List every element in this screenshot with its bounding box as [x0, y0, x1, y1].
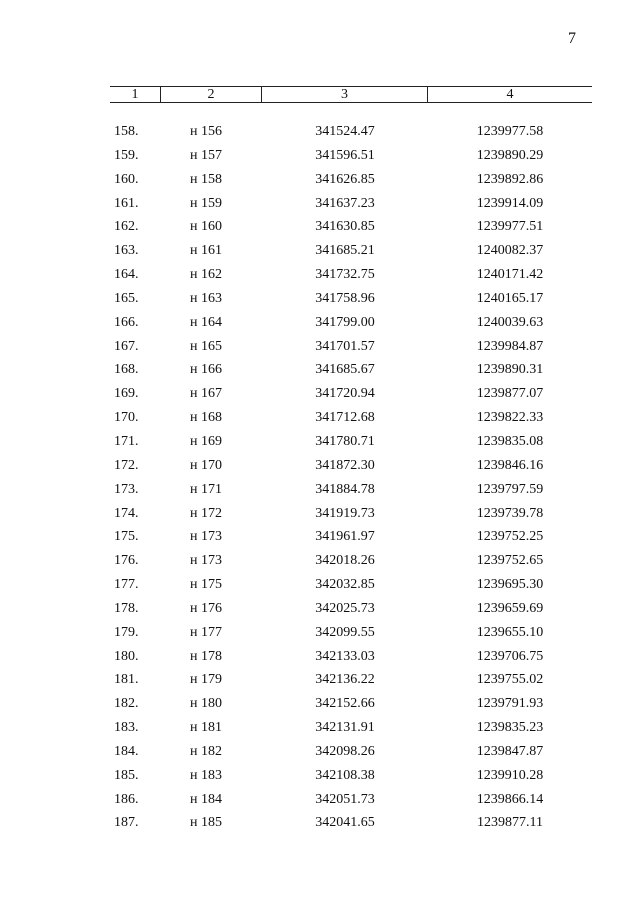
point-label: н 171 — [190, 481, 222, 497]
row-number: 160. — [114, 171, 139, 187]
table-row — [0, 267, 639, 291]
table-row — [0, 482, 639, 506]
row-number: 168. — [114, 362, 139, 378]
coordinate-y: 1240165.17 — [476, 290, 544, 306]
coordinate-y: 1239914.09 — [476, 195, 544, 211]
table-row — [0, 410, 639, 434]
point-label: н 183 — [190, 767, 222, 783]
row-number: 182. — [114, 696, 139, 712]
point-label: н 156 — [190, 124, 222, 139]
row-number: 163. — [114, 243, 139, 259]
table-row — [0, 386, 639, 410]
point-label: н 165 — [190, 338, 222, 354]
coordinate-x: 341701.57 — [315, 338, 375, 354]
coordinate-x: 341524.47 — [315, 124, 375, 139]
point-label: н 178 — [190, 648, 222, 664]
point-label: н 162 — [190, 267, 222, 283]
coordinate-y: 1240082.37 — [476, 243, 544, 259]
table-row — [0, 124, 639, 148]
coordinate-x: 342152.66 — [315, 696, 375, 712]
coordinate-x: 342131.91 — [315, 720, 375, 736]
coordinate-x: 341685.21 — [315, 243, 375, 259]
row-number: 184. — [114, 743, 139, 759]
coordinate-y: 1239892.86 — [476, 171, 544, 187]
coordinate-x: 341799.00 — [315, 314, 375, 330]
row-number: 165. — [114, 290, 139, 306]
coordinate-y: 1239695.30 — [476, 577, 544, 593]
table-row — [0, 243, 639, 267]
point-label: н 181 — [190, 720, 222, 736]
table-row — [0, 529, 639, 553]
coordinate-x: 341732.75 — [315, 267, 375, 283]
table-body — [0, 124, 639, 839]
point-label: н 176 — [190, 600, 222, 616]
coordinate-y: 1239835.08 — [476, 433, 544, 449]
coordinate-y: 1240171.42 — [476, 267, 544, 283]
row-number: 162. — [114, 219, 139, 235]
row-number: 185. — [114, 767, 139, 783]
page-number: 7 — [568, 30, 576, 47]
row-number: 175. — [114, 529, 139, 545]
row-number: 176. — [114, 553, 139, 569]
point-label: н 172 — [190, 505, 222, 521]
table-row — [0, 506, 639, 530]
coordinate-x: 341919.73 — [315, 505, 375, 521]
coordinate-x: 342099.55 — [315, 624, 375, 640]
point-label: н 158 — [190, 171, 222, 187]
coordinate-x: 342032.85 — [315, 577, 375, 593]
table-header — [110, 86, 592, 103]
table-row — [0, 792, 639, 816]
coordinate-y: 1239846.16 — [476, 457, 544, 473]
table-row — [0, 458, 639, 482]
table-row — [0, 553, 639, 577]
point-label: н 173 — [190, 553, 222, 569]
table-row — [0, 744, 639, 768]
table-row — [0, 148, 639, 172]
row-number: 180. — [114, 648, 139, 664]
point-label: н 180 — [190, 696, 222, 712]
row-number: 177. — [114, 577, 139, 593]
coordinate-y: 1239655.10 — [476, 624, 544, 640]
coordinate-x: 342018.26 — [315, 553, 375, 569]
coordinate-y: 1239835.23 — [476, 720, 544, 736]
table-row — [0, 625, 639, 649]
point-label: н 157 — [190, 147, 222, 163]
table-row — [0, 362, 639, 386]
coordinate-x: 341872.30 — [315, 457, 375, 473]
coordinate-x: 341884.78 — [315, 481, 375, 497]
coordinate-y: 1239659.69 — [476, 600, 544, 616]
point-label: н 168 — [190, 410, 222, 426]
row-number: 166. — [114, 314, 139, 330]
row-number: 173. — [114, 481, 139, 497]
point-label: н 160 — [190, 219, 222, 235]
row-number: 171. — [114, 433, 139, 449]
coordinate-y: 1239739.78 — [476, 505, 544, 521]
row-number: 158. — [114, 124, 139, 139]
coordinate-y: 1239797.59 — [476, 481, 544, 497]
coordinate-y: 1239706.75 — [476, 648, 544, 664]
table-row — [0, 601, 639, 625]
coordinate-y: 1239910.28 — [476, 767, 544, 783]
point-label: н 159 — [190, 195, 222, 211]
coordinate-y: 1239847.87 — [476, 743, 544, 759]
point-label: н 179 — [190, 672, 222, 688]
coordinate-y: 1239890.29 — [476, 147, 544, 163]
coordinate-x: 341712.68 — [315, 410, 375, 426]
row-number: 172. — [114, 457, 139, 473]
point-label: н 182 — [190, 743, 222, 759]
coordinate-y: 1239755.02 — [476, 672, 544, 688]
coordinate-y: 1239977.58 — [476, 124, 544, 139]
table-row — [0, 219, 639, 243]
table-row — [0, 315, 639, 339]
table-row — [0, 720, 639, 744]
table-row — [0, 649, 639, 673]
coordinate-x: 342098.26 — [315, 743, 375, 759]
point-label: н 167 — [190, 386, 222, 402]
table-row — [0, 196, 639, 220]
coordinate-y: 1239752.65 — [476, 553, 544, 569]
row-number: 179. — [114, 624, 139, 640]
point-label: н 170 — [190, 457, 222, 473]
row-number: 174. — [114, 505, 139, 521]
coordinate-y: 1239984.87 — [476, 338, 544, 354]
table-row — [0, 339, 639, 363]
coordinate-y: 1240039.63 — [476, 314, 544, 330]
table-row — [0, 172, 639, 196]
point-label: н 164 — [190, 314, 222, 330]
row-number: 159. — [114, 147, 139, 163]
coordinate-x: 341780.71 — [315, 433, 375, 449]
row-number: 164. — [114, 267, 139, 283]
table-row — [0, 434, 639, 458]
point-label: н 169 — [190, 433, 222, 449]
row-number: 181. — [114, 672, 139, 688]
coordinate-y: 1239977.51 — [476, 219, 544, 235]
header-col-4: 4 — [506, 87, 514, 102]
coordinate-x: 341685.67 — [315, 362, 375, 378]
coordinate-x: 342025.73 — [315, 600, 375, 616]
row-number: 186. — [114, 791, 139, 807]
table-row — [0, 577, 639, 601]
coordinate-x: 342133.03 — [315, 648, 375, 664]
coordinate-x: 341758.96 — [315, 290, 375, 306]
point-label: н 175 — [190, 577, 222, 593]
point-label: н 161 — [190, 243, 222, 259]
coordinate-y: 1239791.93 — [476, 696, 544, 712]
table-row — [0, 291, 639, 315]
point-label: н 184 — [190, 791, 222, 807]
row-number: 169. — [114, 386, 139, 402]
point-label: н 166 — [190, 362, 222, 378]
point-label: н 177 — [190, 624, 222, 640]
row-number: 161. — [114, 195, 139, 211]
coordinate-x: 341596.51 — [315, 147, 375, 163]
table-row — [0, 815, 639, 839]
coordinate-y: 1239877.07 — [476, 386, 544, 402]
coordinate-x: 341961.97 — [315, 529, 375, 545]
row-number: 183. — [114, 720, 139, 736]
header-col-2: 2 — [207, 87, 215, 102]
table-row — [0, 768, 639, 792]
coordinate-y: 1239752.25 — [476, 529, 544, 545]
point-label: н 163 — [190, 290, 222, 306]
point-label: н 173 — [190, 529, 222, 545]
coordinate-x: 342108.38 — [315, 767, 375, 783]
coordinate-y: 1239877.11 — [477, 815, 543, 831]
coordinate-y: 1239890.31 — [476, 362, 544, 378]
coordinate-x: 342041.65 — [315, 815, 375, 831]
row-number: 178. — [114, 600, 139, 616]
row-number: 167. — [114, 338, 139, 354]
row-number: 187. — [114, 815, 139, 831]
coordinate-x: 341630.85 — [315, 219, 375, 235]
table-row — [0, 672, 639, 696]
table-row — [0, 696, 639, 720]
coordinate-y: 1239822.33 — [476, 410, 544, 426]
coordinate-y: 1239866.14 — [476, 791, 544, 807]
coordinate-x: 342136.22 — [315, 672, 375, 688]
row-number: 170. — [114, 410, 139, 426]
coordinate-x: 341626.85 — [315, 171, 375, 187]
coordinate-x: 341637.23 — [315, 195, 375, 211]
coordinate-x: 341720.94 — [315, 386, 375, 402]
header-col-3: 3 — [341, 87, 348, 102]
header-col-1: 1 — [131, 87, 139, 102]
point-label: н 185 — [190, 815, 222, 831]
coordinate-x: 342051.73 — [315, 791, 375, 807]
